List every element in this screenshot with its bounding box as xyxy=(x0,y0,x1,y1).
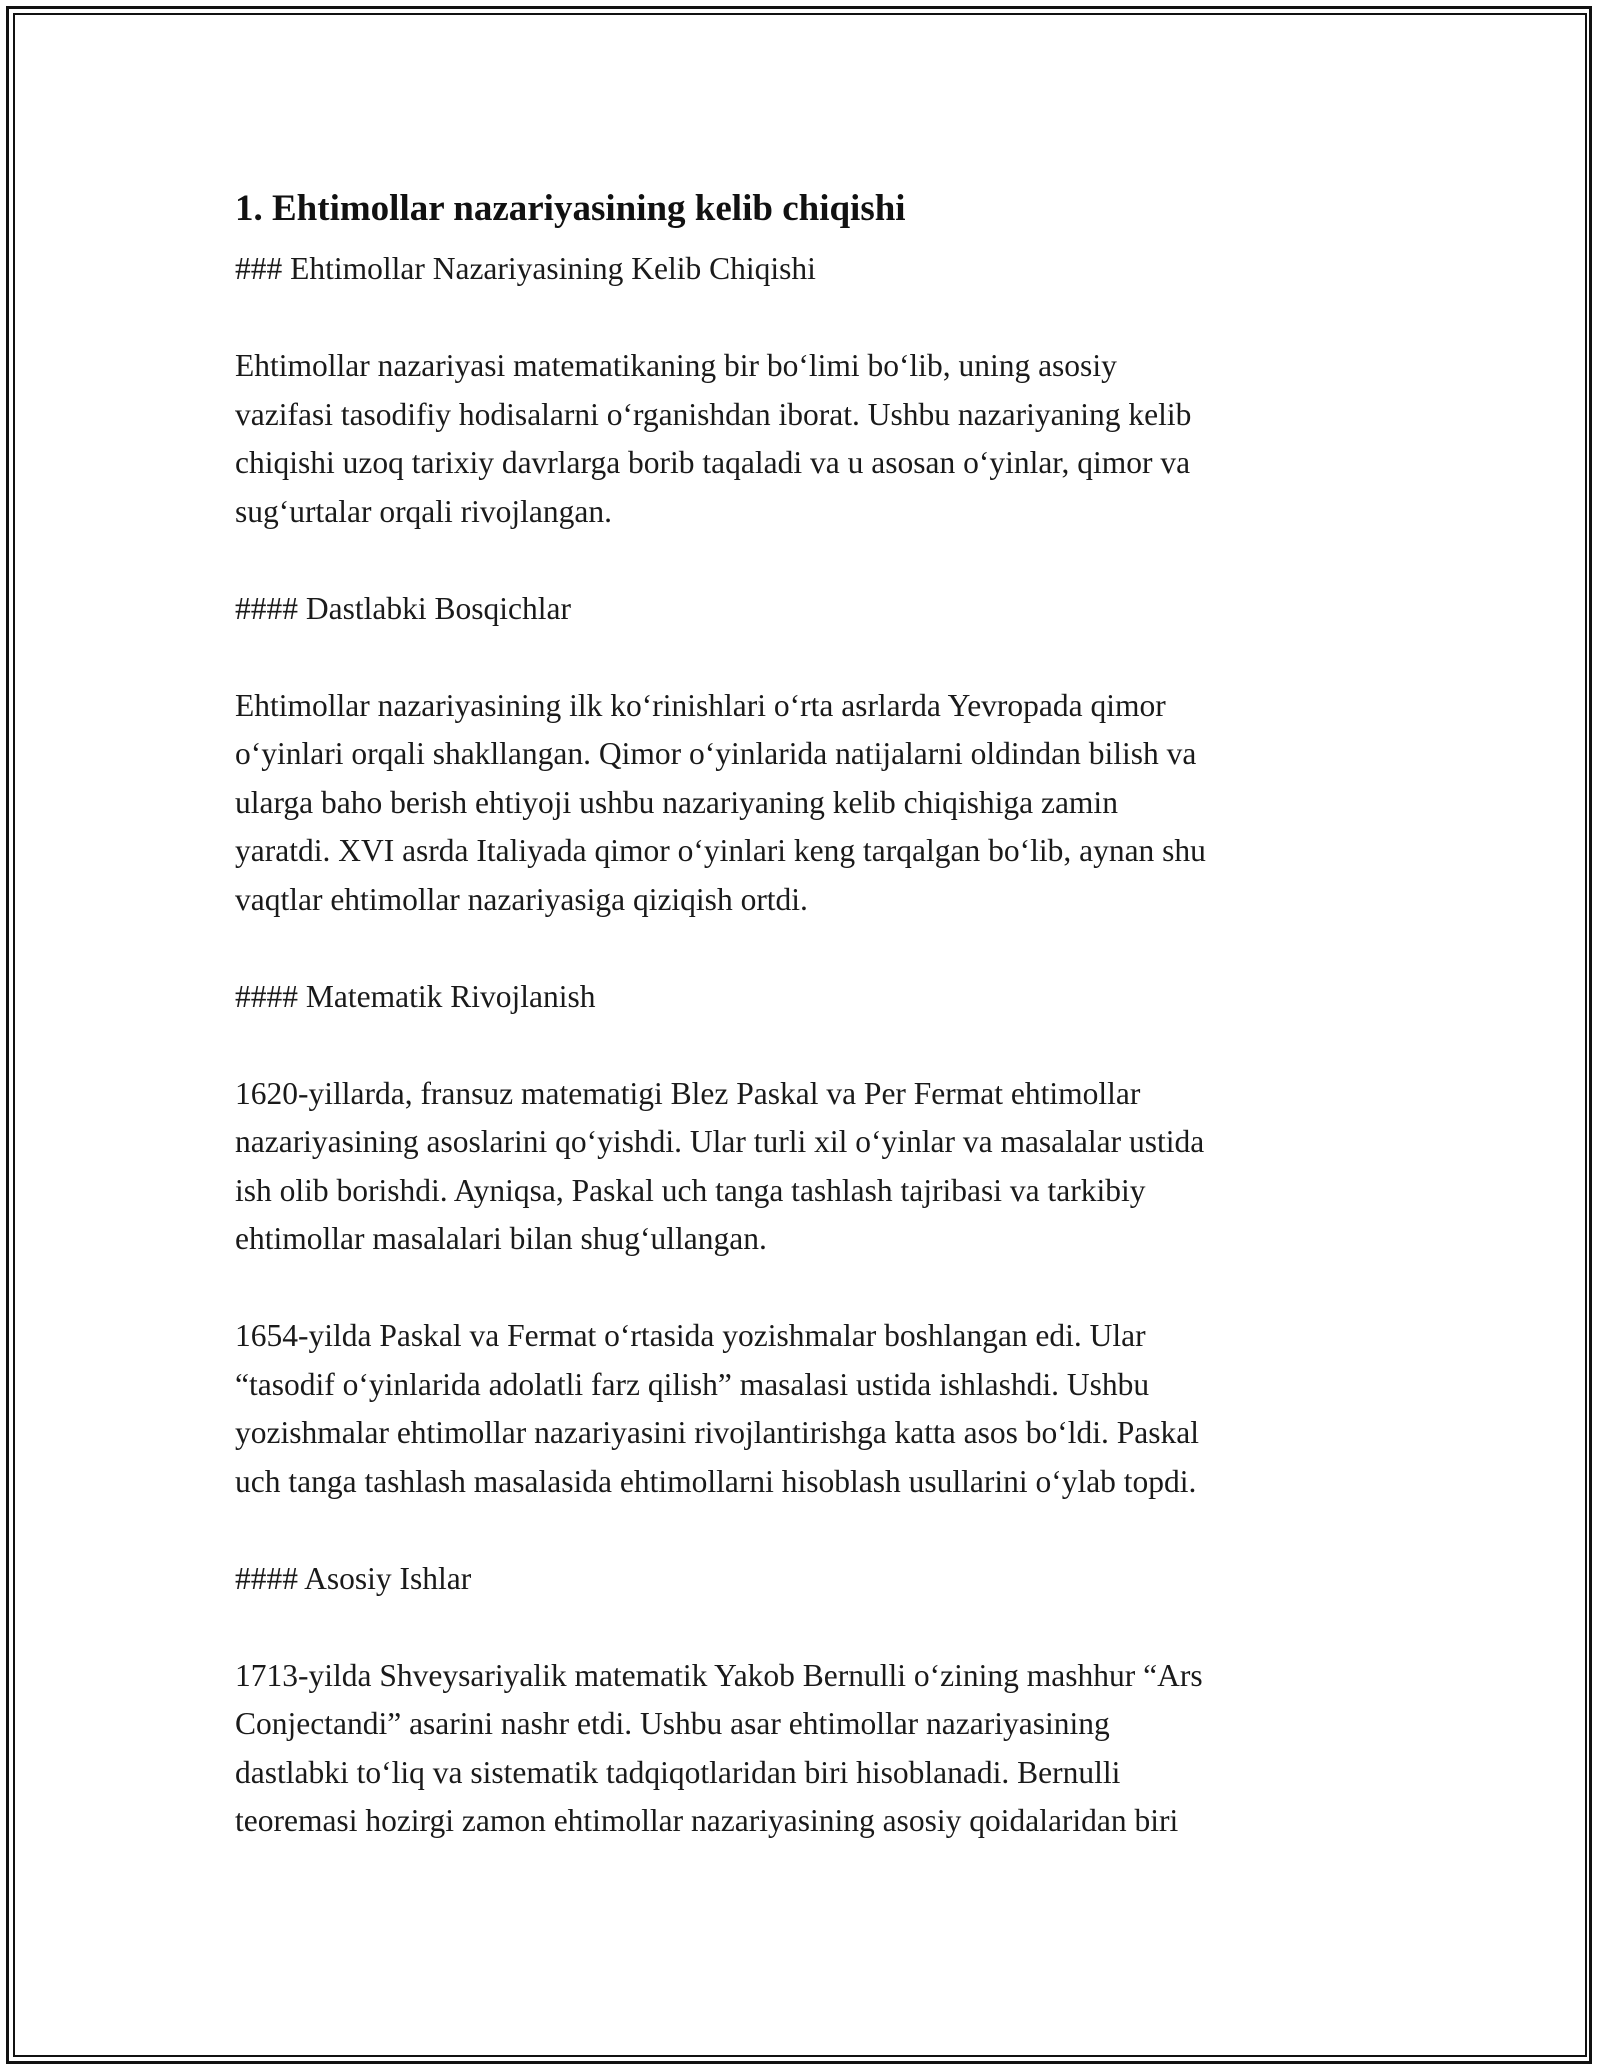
paragraph-early-stages: Ehtimollar nazariyasining ilk ko‘rinishlari o‘rta asrlarda Yevropada qimor o‘yinlari orqali shakllangan. Qimor o‘yinlarida natijalarni oldindan bilish va ularga baho berish ehtiyoji ushbu nazariyaning kelib chiqishiga zamin yaratdi. XVI asrda Italiyada qimor o‘yinlari keng tarqalgan bo‘lib, aynan shu vaqtlar ehtimollar nazariyasiga qiziqish ortdi. xyxy=(235,687,1206,917)
document-body xyxy=(235,185,1375,1894)
paragraph-intro: Ehtimollar nazariyasi matematikaning bir bo‘limi bo‘lib, uning asosiy vazifasi tasodifiy hodisalarni o‘rganishdan iborat. Ushbu nazariyaning kelib chiqishi uzoq tarixiy davrlarga borib taqaladi va u asosan o‘yinlar, qimor va sug‘urtalar orqali rivojlangan. xyxy=(235,348,1192,529)
section-heading-early-stages: #### Dastlabki Bosqichlar xyxy=(235,590,571,626)
section-heading-main: ### Ehtimollar Nazariyasining Kelib Chiqishi xyxy=(235,251,816,286)
paragraph-1713: 1713-yilda Shveysariyalik matematik Yakob Bernulli o‘zining mashhur “Ars Conjectandi” asarini nashr etdi. Ushbu asar ehtimollar nazariyasining dastlabki to‘liq va sistematik tadqiqotlaridan biri hisoblanadi. Bernulli teoremasi hozirgi zamon ehtimollar nazariyasining asosiy qoidalaridan biri xyxy=(235,1657,1203,1838)
paragraph-1620: 1620-yillarda, fransuz matematigi Blez Paskal va Per Fermat ehtimollar nazariyasining asoslarini qo‘yishdi. Ular turli xil o‘yinlar va masalalar ustida ish olib borishdi. Ayniqsa, Paskal uch tanga tashlash tajribasi va tarkibiy ehtimollar masalalari bilan shug‘ullangan. xyxy=(235,1075,1205,1256)
section-heading-math-development: #### Matematik Rivojlanish xyxy=(235,978,596,1014)
paragraph-1654: 1654-yilda Paskal va Fermat o‘rtasida yozishmalar boshlangan edi. Ular “tasodif o‘yinlarida adolatli farz qilish” masalasi ustida ishlashdi. Ushbu yozishmalar ehtimollar nazariyasini rivojlantirishga katta asos bo‘ldi. Paskal uch tanga tashlash masalasida ehtimollarni hisoblash usullarini o‘ylab topdi. xyxy=(235,1318,1199,1499)
document-title: 1. Ehtimollar nazariyasining kelib chiqishi xyxy=(235,188,906,229)
section-heading-main-works: #### Asosiy Ishlar xyxy=(235,1560,472,1596)
